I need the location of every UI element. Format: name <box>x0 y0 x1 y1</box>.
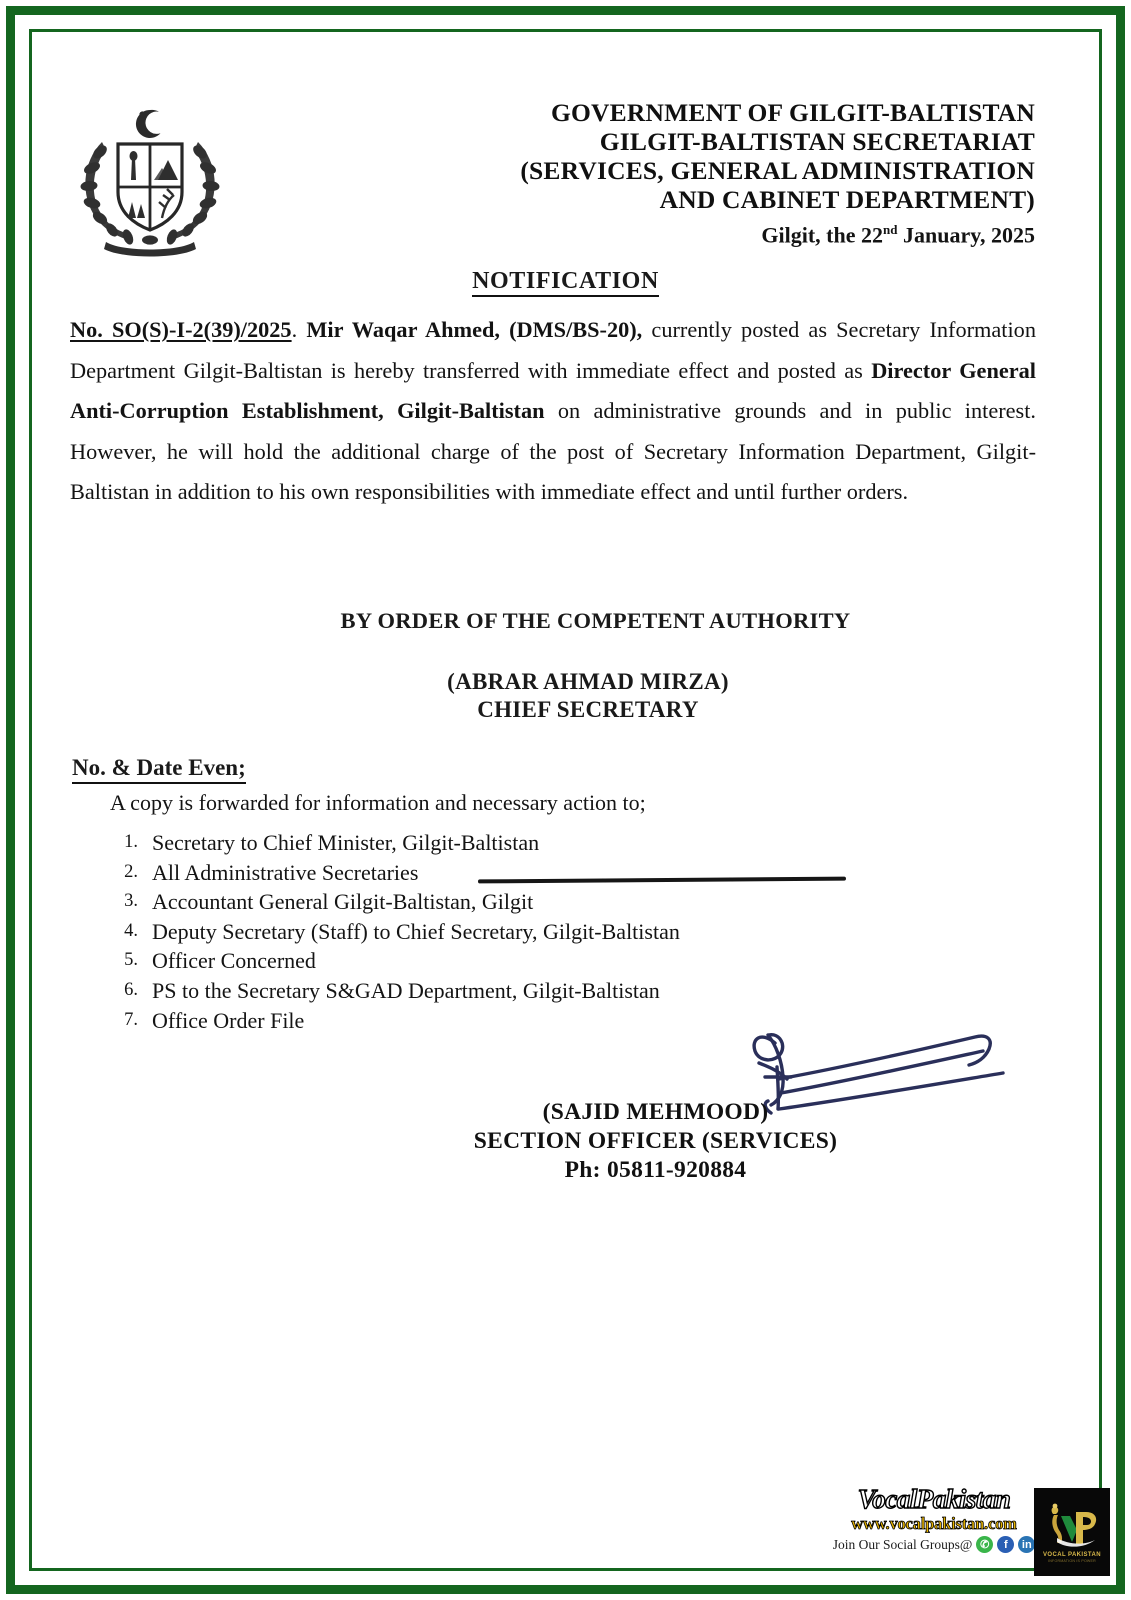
notification-body-part-2: currently posted as Secretary Information Department Gilgit-Baltistan is hereby transferred with immediate effect and posted as <box>70 317 1036 383</box>
no-and-date-even-heading: No. & Date Even; <box>72 755 246 784</box>
letterhead-line-4: AND CABINET DEPARTMENT) <box>659 185 1035 214</box>
list-item-number: 7. <box>124 1009 138 1030</box>
issue-day: 22 <box>861 222 883 248</box>
vp-monogram-icon <box>1043 1502 1101 1550</box>
list-item-number: 1. <box>124 832 138 852</box>
bottom-signer-title: SECTION OFFICER (SERVICES) <box>473 1128 838 1154</box>
letterhead <box>250 98 1035 214</box>
notification-body-part-3: on administrative grounds and in public interest. However, he will hold the additional charge of the post of Secretary Information Department, Gilgit-Baltistan in addition to his own responsibilities with immediate effect and until further orders. <box>70 398 1036 504</box>
bottom-signer-name: (SAJID MEHMOOD) <box>542 1099 769 1125</box>
notification-heading <box>0 268 1131 295</box>
issue-place: Gilgit, the <box>761 222 856 248</box>
list-item-number: 4. <box>124 920 138 941</box>
authority-signer-name: (ABRAR AHMAD MIRZA) <box>447 669 729 694</box>
bottom-signer-phone: Ph: 05811-920884 <box>564 1157 747 1183</box>
notification-new-post: Director General Anti-Corruption Establishment, Gilgit-Baltistan <box>70 357 1036 423</box>
list-item <box>108 828 938 858</box>
list-item <box>108 946 938 976</box>
issue-day-suffix: nd <box>883 222 898 237</box>
list-item-text: Accountant General Gilgit-Baltistan, Gilgit <box>152 889 534 915</box>
authority-signer-block <box>0 668 1131 724</box>
copy-forwarded-line: A copy is forwarded for information and necessary action to; <box>110 790 646 815</box>
list-item-number: 6. <box>124 979 138 1000</box>
brand-website-url[interactable]: www.vocalpakistan.com <box>851 1514 1017 1533</box>
list-item-text: Secretary to Chief Minister, Gilgit-Baltistan <box>152 830 540 855</box>
notification-officer-name: Mir Waqar Ahmed, (DMS/BS-20), <box>306 317 643 342</box>
letterhead-line-2: GILGIT-BALTISTAN SECRETARIAT <box>599 127 1035 156</box>
issue-month-year: January, 2025 <box>902 222 1035 248</box>
linkedin-icon[interactable]: in <box>1018 1536 1035 1553</box>
list-item-number: 5. <box>124 950 138 971</box>
pakistan-state-emblem-icon <box>66 100 234 260</box>
letterhead-line-3: (SERVICES, GENERAL ADMINISTRATION <box>520 156 1035 185</box>
list-item <box>108 976 938 1006</box>
notification-reference-number: No. SO(S)-I-2(39)/2025 <box>70 317 292 342</box>
letterhead-line-1: GOVERNMENT OF GILGIT-BALTISTAN <box>550 98 1035 127</box>
bottom-signer-block <box>0 1098 1131 1185</box>
authority-signer-title: CHIEF SECRETARY <box>477 697 699 722</box>
facebook-icon[interactable]: f <box>997 1536 1014 1553</box>
issue-date-line <box>250 222 1035 248</box>
notification-body-part-1: . <box>291 317 307 342</box>
notification-heading-text: NOTIFICATION <box>472 268 659 297</box>
by-order-of-competent-authority: BY ORDER OF THE COMPETENT AUTHORITY <box>340 608 851 633</box>
list-item-number: 3. <box>124 891 138 912</box>
list-item <box>108 887 938 917</box>
whatsapp-icon[interactable]: ✆ <box>976 1536 993 1553</box>
list-item <box>108 917 938 947</box>
list-item-text: All Administrative Secretaries <box>152 859 419 885</box>
notification-body <box>70 310 1036 513</box>
brand-text-column <box>832 1484 1032 1553</box>
list-item-text: PS to the Secretary S&GAD Department, Gilgit-Baltistan <box>152 977 660 1003</box>
brand-badge-tagline: INFORMATION IS POWER <box>1048 1558 1096 1563</box>
list-item-text: Officer Concerned <box>152 948 316 974</box>
list-item-number: 2. <box>124 861 138 882</box>
vocal-pakistan-logo-badge <box>1034 1488 1110 1576</box>
brand-title: VocalPakistan <box>857 1484 1011 1514</box>
list-item-text: Office Order File <box>152 1007 305 1033</box>
brand-badge-name: VOCAL PAKISTAN <box>1043 1551 1101 1558</box>
list-item-text: Deputy Secretary (Staff) to Chief Secretary, Gilgit-Baltistan <box>152 918 680 944</box>
vocal-pakistan-watermark <box>832 1484 1110 1580</box>
brand-social-row <box>832 1536 1032 1553</box>
brand-social-label: Join Our Social Groups@ <box>832 1536 973 1552</box>
